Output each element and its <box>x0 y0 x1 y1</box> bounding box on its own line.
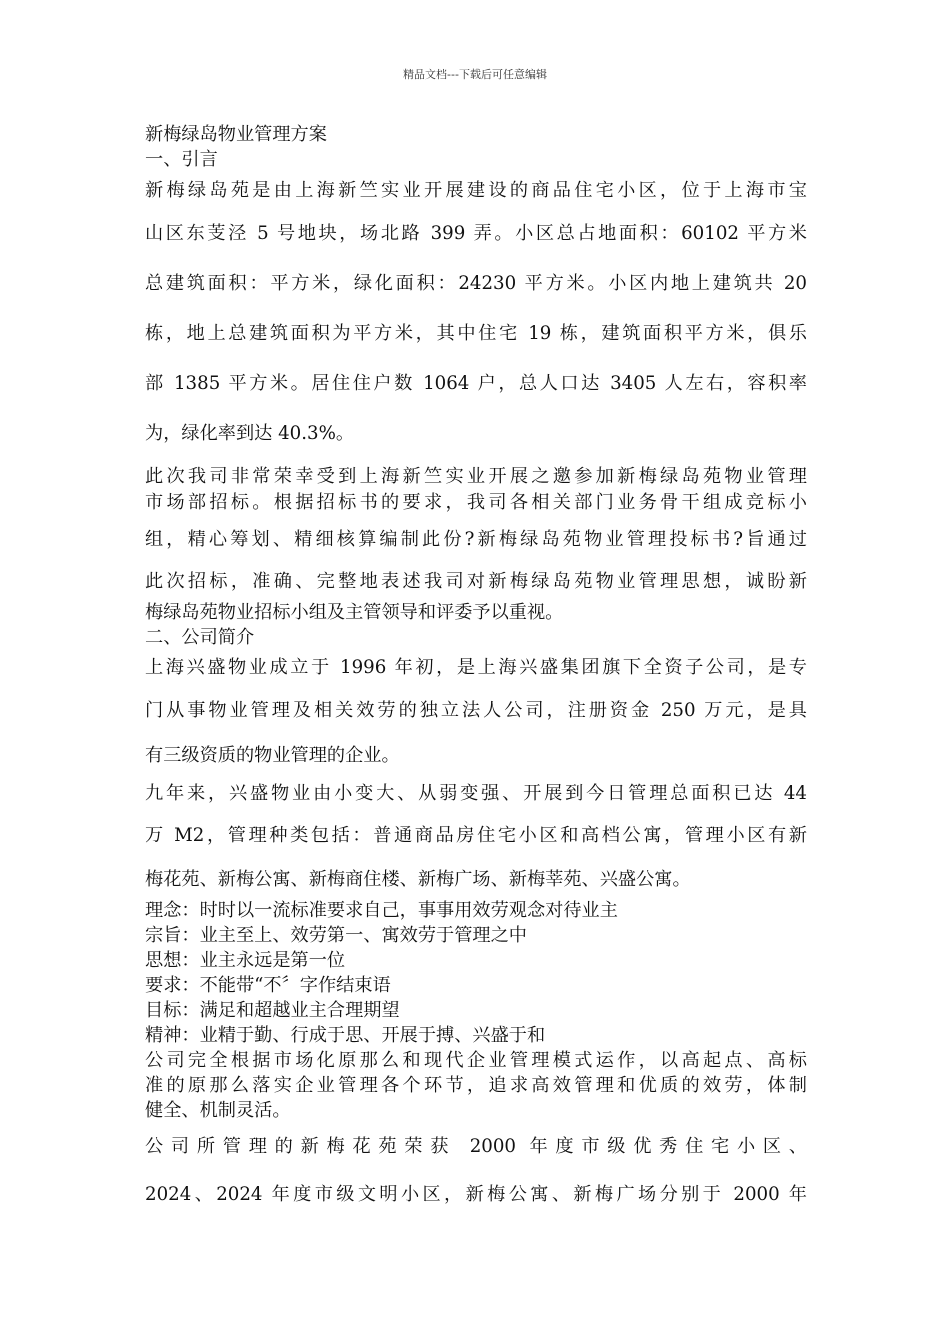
section-heading-intro: 一、引言 <box>145 149 218 170</box>
principle-item: 要求：不能带“不〞字作结束语 <box>145 975 391 996</box>
paragraph-line: 准的原那么落实企业管理各个环节，追求高效管理和优质的效劳，体制 <box>145 1075 807 1096</box>
paragraph-line: 部 1385 平方米。居住住户数 1064 户，总人口达 3405 人左右，容积率 <box>145 373 807 394</box>
paragraph-history <box>145 776 807 898</box>
paragraph-line: 2024、2024 年度市级文明小区，新梅公寓、新梅广场分别于 2000 年 <box>145 1184 807 1205</box>
paragraph-line: 此次招标，准确、完整地表述我司对新梅绿岛苑物业管理思想，诚盼新 <box>145 571 807 592</box>
paragraph-line: 九年来，兴盛物业由小变大、从弱变强、开展到今日管理总面积已达 44 <box>145 783 807 804</box>
paragraph-line: 新梅绿岛苑是由上海新竺实业开展建设的商品住宅小区，位于上海市宝 <box>145 180 807 201</box>
paragraph-line: 公司完全根据市场化原那么和现代企业管理模式运作，以高起点、高标 <box>145 1050 807 1071</box>
paragraph-operation <box>145 1048 807 1123</box>
section-heading-company: 二、公司简介 <box>145 627 255 648</box>
paragraph-line: 健全、机制灵活。 <box>145 1100 291 1121</box>
paragraph-invitation <box>145 463 807 625</box>
principle-item: 目标：满足和超越业主合理期望 <box>145 1000 400 1021</box>
paragraph-awards <box>145 1123 807 1220</box>
principle-item: 理念：时时以一流标准要求自己，事事用效劳观念对待业主 <box>145 900 618 921</box>
paragraph-line: 组，精心筹划、精细核算编制此份?新梅绿岛苑物业管理投标书?旨通过 <box>145 529 807 550</box>
paragraph-line: 万 M2，管理种类包括：普通商品房住宅小区和高档公寓，管理小区有新 <box>145 825 807 846</box>
paragraph-line: 上海兴盛物业成立于 1996 年初，是上海兴盛集团旗下全资子公司，是专 <box>145 657 807 678</box>
page-header: 精品文档---下载后可任意编辑 <box>403 68 547 81</box>
paragraph-line: 市场部招标。根据招标书的要求，我司各相关部门业务骨干组成竞标小 <box>145 492 807 513</box>
company-principles <box>145 898 807 1048</box>
paragraph-company <box>145 650 807 776</box>
paragraph-intro <box>145 173 807 459</box>
paragraph-line: 有三级资质的物业管理的企业。 <box>145 745 400 766</box>
paragraph-line: 梅花苑、新梅公寓、新梅商住楼、新梅广场、新梅莘苑、兴盛公寓。 <box>145 869 691 890</box>
document-title: 新梅绿岛物业管理方案 <box>145 124 327 145</box>
paragraph-line: 此次我司非常荣幸受到上海新竺实业开展之邀参加新梅绿岛苑物业管理 <box>145 466 807 487</box>
document-body <box>145 122 807 1220</box>
principle-item: 精神：业精于勤、行成于思、开展于搏、兴盛于和 <box>145 1025 546 1046</box>
paragraph-line: 公司所管理的新梅花苑荣获 2000 年度市级优秀住宅小区、 <box>145 1136 807 1157</box>
paragraph-line: 梅绿岛苑物业招标小组及主管领导和评委予以重视。 <box>145 602 564 623</box>
paragraph-line: 栋，地上总建筑面积为平方米，其中住宅 19 栋，建筑面积平方米，俱乐 <box>145 323 807 344</box>
paragraph-line: 为，绿化率到达 40.3%。 <box>145 423 355 444</box>
paragraph-line: 总建筑面积：平方米，绿化面积：24230 平方米。小区内地上建筑共 20 <box>145 273 807 294</box>
principle-item: 宗旨：业主至上、效劳第一、寓效劳于管理之中 <box>145 925 527 946</box>
principle-item: 思想：业主永远是第一位 <box>145 950 346 971</box>
paragraph-line: 门从事物业管理及相关效劳的独立法人公司，注册资金 250 万元，是具 <box>145 700 807 721</box>
paragraph-line: 山区东芰泾 5 号地块，场北路 399 弄。小区总占地面积：60102 平方米 <box>145 223 807 244</box>
